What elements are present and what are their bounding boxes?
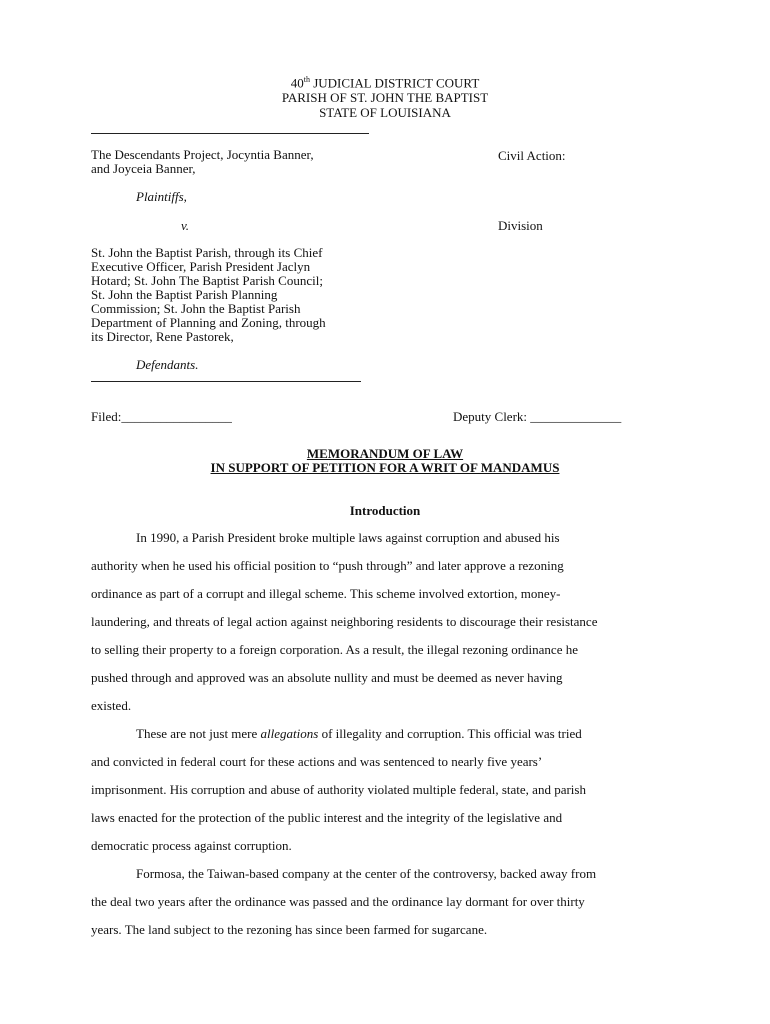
paragraph-line: ordinance as part of a corrupt and illegal scheme. This scheme involved extortion, money-: [91, 586, 561, 601]
paragraph-line: democratic process against corruption.: [91, 838, 292, 853]
emphasis-allegations: allegations: [260, 726, 319, 741]
division-label: Division: [498, 218, 543, 233]
paragraph-line: These are not just mere allegations of illegality and corruption. This official was tried: [136, 726, 582, 741]
filed-line: Filed:_________________: [91, 409, 232, 424]
paragraph-line: authority when he used his official position to “push through” and later approve a rezoning: [91, 558, 564, 573]
paragraph-line: the deal two years after the ordinance was passed and the ordinance lay dormant for over thirty: [91, 894, 585, 909]
paragraph-line: and convicted in federal court for these actions and was sentenced to nearly five years’: [91, 754, 543, 769]
paragraph-line: existed.: [91, 698, 132, 713]
court-header: [0, 72, 770, 120]
title-line-1: MEMORANDUM OF LAW: [306, 446, 464, 461]
paragraph-line: to selling their property to a foreign corporation. As a result, the illegal rezoning ordinance he: [91, 642, 578, 657]
document-title: [0, 447, 770, 475]
court-name: 40th JUDICIAL DISTRICT COURT: [290, 75, 480, 91]
state-name: STATE OF LOUISIANA: [319, 105, 451, 121]
parish-name: PARISH OF ST. JOHN THE BAPTIST: [281, 90, 489, 106]
paragraph-line: Formosa, the Taiwan-based company at the center of the controversy, backed away from: [136, 866, 597, 881]
versus: v.: [181, 218, 190, 233]
title-line-2: IN SUPPORT OF PETITION FOR A WRIT OF MANDAMUS: [210, 460, 560, 475]
plaintiffs-label: Plaintiffs,: [136, 189, 187, 204]
civil-action-label: Civil Action:: [498, 148, 566, 163]
caption-top-rule: [91, 133, 369, 134]
defendants-label: Defendants.: [136, 357, 199, 372]
paragraph-line: laundering, and threats of legal action against neighboring residents to discourage their resistance: [91, 614, 598, 629]
defendants-names: St. John the Baptist Parish, through its Chief Executive Officer, Parish President Jaclyn Hotard; St. John The Baptist Parish Council; St. John the Baptist Parish Planning Commission; St. John the Baptist Parish Department of Planning and Zoning, through its Director, Rene Pastorek,: [91, 245, 326, 344]
caption-bottom-rule: [91, 381, 361, 382]
paragraph-line: years. The land subject to the rezoning has since been farmed for sugarcane.: [91, 922, 488, 937]
paragraph-line: pushed through and approved was an absolute nullity and must be deemed as never having: [91, 670, 563, 685]
deputy-clerk-line: Deputy Clerk: ______________: [453, 409, 622, 424]
paragraph-line: laws enacted for the protection of the public interest and the integrity of the legislative and: [91, 810, 563, 825]
plaintiffs-names: The Descendants Project, Jocyntia Banner, and Joyceia Banner,: [91, 147, 314, 176]
paragraph-line: imprisonment. His corruption and abuse of authority violated multiple federal, state, and parish: [91, 782, 586, 797]
introduction-heading: Introduction: [349, 503, 421, 518]
paragraph-line: In 1990, a Parish President broke multiple laws against corruption and abused his: [136, 530, 560, 545]
introduction-body: [91, 524, 681, 944]
